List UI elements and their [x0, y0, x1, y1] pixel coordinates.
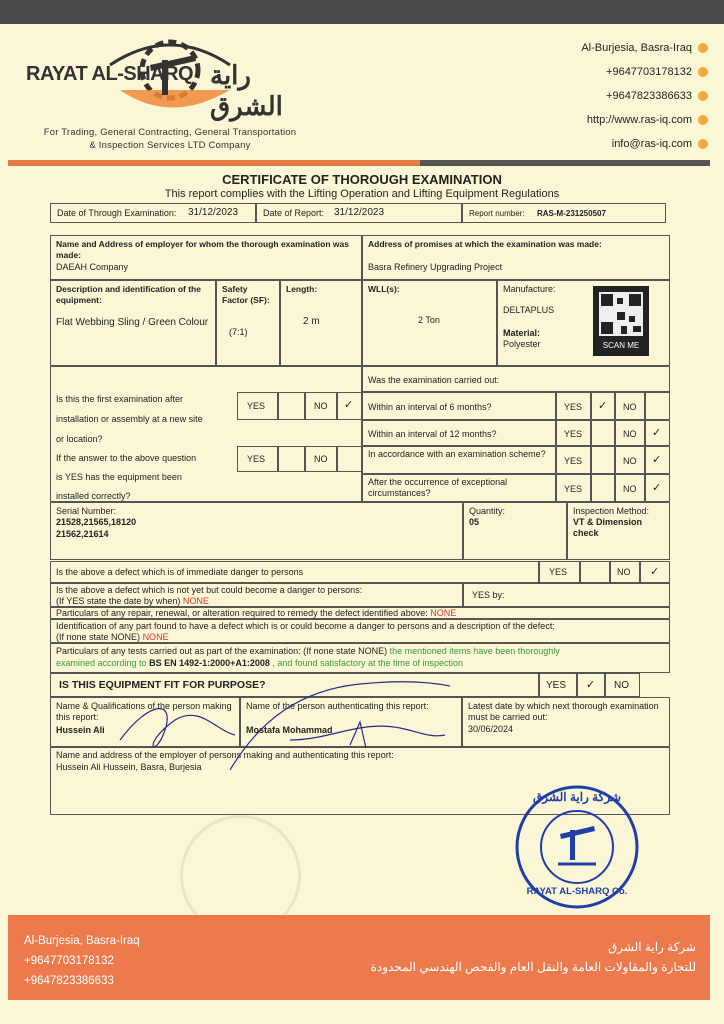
- length-value: 2 m: [303, 316, 320, 327]
- next-exam-label: Latest date by which next thorough examination must be carried out:: [468, 701, 659, 722]
- top-bar: [0, 0, 724, 24]
- first-exam-yes-box[interactable]: [237, 392, 278, 420]
- company-logo: [20, 30, 320, 155]
- stamp-text-en: RAYAT AL-SHARQ Co.: [526, 886, 628, 897]
- interval12-yes[interactable]: [556, 420, 591, 446]
- certificate-subtitle: This report complies with the Lifting Operation and Lifting Equipment Regulations: [164, 188, 560, 200]
- installed-no-box[interactable]: [305, 446, 337, 472]
- tests-line-2: [56, 658, 463, 669]
- fit-yes[interactable]: [539, 673, 577, 697]
- installed-yes-box[interactable]: [237, 446, 278, 472]
- immediate-yes-check[interactable]: [580, 561, 610, 583]
- first-exam-line-2: installation or assembly at a new site: [56, 414, 203, 424]
- serial-line-1: 21528,21565,18120: [56, 517, 137, 527]
- contact-address: [508, 36, 708, 60]
- exceptional-row: [362, 474, 556, 502]
- location-icon: [698, 43, 708, 53]
- email-link[interactable]: info@ras-iq.com: [611, 138, 692, 150]
- exam-date-value: 31/12/2023: [188, 207, 239, 218]
- first-exam-no-box[interactable]: [305, 392, 337, 420]
- stamp-text-ar: شركة راية الشرق: [532, 790, 622, 804]
- employer-value: DAEAH Company: [56, 262, 129, 272]
- future-danger-label: Is the above a defect which is not yet but could become a danger to persons:: [56, 585, 363, 595]
- no-label: NO: [623, 484, 637, 494]
- tests-standard: BS EN 1492-1:2000+A1:2008: [149, 658, 270, 668]
- qr-pattern: [593, 288, 649, 340]
- immediate-danger-row: [50, 561, 539, 583]
- manufacture-cell: [497, 280, 670, 366]
- immediate-danger-label: Is the above a defect which is of immediate danger to persons: [56, 567, 304, 577]
- scheme-yes[interactable]: [556, 446, 591, 474]
- report-date-label: Date of Report:: [263, 208, 325, 218]
- scheme-row: [362, 446, 556, 474]
- scheme-yes-check[interactable]: [591, 446, 615, 474]
- tests-result-2b: , and found satisfactory at the time of inspection: [272, 658, 464, 668]
- next-exam-value: 30/06/2024: [468, 724, 514, 734]
- employer-of-persons-label: Name and address of the employer of persons making and authenticating this report:: [56, 750, 394, 760]
- check-icon: ✓: [650, 566, 660, 578]
- none-value: NONE: [142, 632, 169, 642]
- no-label: NO: [314, 401, 328, 411]
- method-label: Inspection Method:: [573, 506, 650, 516]
- serial-line-2: 21562,21614: [56, 529, 109, 539]
- exceptional-no-check[interactable]: [645, 474, 670, 502]
- safety-factor-cell: [216, 280, 280, 366]
- future-danger-note-text: (If YES state the date by when): [56, 596, 181, 606]
- report-number-label: Report number:: [469, 209, 525, 218]
- exceptional-yes[interactable]: [556, 474, 591, 502]
- tests-row: [50, 643, 670, 673]
- footer-address: Al-Burjesia, Basra-Iraq: [24, 935, 140, 947]
- footer-arabic: [371, 937, 696, 977]
- wll-label: WLL(s):: [368, 284, 400, 294]
- fit-for-purpose-row: [50, 673, 539, 697]
- interval12-yes-check[interactable]: [591, 420, 615, 446]
- no-label: NO: [623, 402, 637, 412]
- employer-of-persons-value: Hussein Ali Hussein, Basra, Burjesia: [56, 762, 202, 772]
- installed-question: [56, 449, 196, 506]
- yes-by-label: YES by:: [472, 590, 505, 600]
- subtitle-line-2: & Inspection Services LTD Company: [89, 140, 251, 151]
- check-icon: ✓: [586, 679, 596, 691]
- immediate-yes[interactable]: [539, 561, 580, 583]
- equipment-desc-label: Description and identification of the equipment:: [56, 284, 201, 305]
- equipment-desc-cell: [50, 280, 216, 366]
- interval6-label: Within an interval of 6 months?: [368, 402, 492, 412]
- contact-block: [508, 36, 708, 156]
- yes-label: YES: [564, 484, 583, 494]
- future-danger-row: [50, 583, 463, 607]
- tests-line-1: [56, 646, 560, 657]
- premises-value: Basra Refinery Upgrading Project: [368, 262, 503, 272]
- serial-cell: [50, 502, 463, 560]
- fit-for-purpose-label: IS THIS EQUIPMENT FIT FOR PURPOSE?: [59, 679, 266, 691]
- length-label: Length:: [286, 284, 318, 294]
- quantity-cell: [463, 502, 567, 560]
- address-text: Al-Burjesia, Basra-Iraq: [581, 42, 692, 54]
- first-exam-yes-check[interactable]: [278, 392, 305, 420]
- check-icon: ✓: [598, 400, 608, 412]
- scheme-no-check[interactable]: [645, 446, 670, 474]
- scheme-no[interactable]: [615, 446, 645, 474]
- manufacture-label: Manufacture:: [503, 284, 556, 294]
- material-value: Polyester: [503, 339, 541, 349]
- no-label: NO: [623, 456, 637, 466]
- tests-result-2a: examined according to: [56, 658, 147, 668]
- part-defect-row: [50, 619, 670, 643]
- yes-by-cell: [463, 583, 670, 607]
- wll-value: 2 Ton: [418, 315, 440, 325]
- part-defect-note: [56, 632, 169, 643]
- contact-email[interactable]: [508, 132, 708, 156]
- footer-phone-1: +9647703178132: [24, 955, 114, 967]
- repair-row: [50, 607, 670, 619]
- footer-band: [8, 915, 710, 1000]
- quantity-label: Quantity:: [469, 506, 506, 516]
- equipment-desc-value: Flat Webbing Sling / Green Colour: [56, 317, 209, 328]
- interval6-no-check[interactable]: [645, 392, 670, 420]
- fit-yes-check[interactable]: [577, 673, 605, 697]
- installed-no-check[interactable]: [337, 446, 362, 472]
- exceptional-no[interactable]: [615, 474, 645, 502]
- logo-text-en: RAYAT AL-SHARQ: [26, 63, 194, 85]
- yes-label: YES: [564, 402, 583, 412]
- immediate-no-check[interactable]: [640, 561, 670, 583]
- material-label: Material:: [503, 328, 541, 338]
- installed-line-2: is YES has the equipment been: [56, 472, 182, 482]
- report-number-cell: [462, 203, 666, 223]
- report-maker-label: Name & Qualifications of the person making this report:: [56, 701, 232, 722]
- report-date-value: 31/12/2023: [334, 207, 385, 218]
- yes-label: YES: [247, 401, 266, 411]
- contact-phone-2: [508, 84, 708, 108]
- employer-cell: [50, 235, 362, 280]
- yes-label: YES: [247, 454, 266, 464]
- footer-contact: [24, 931, 140, 991]
- interval6-row: [362, 392, 556, 420]
- fit-no[interactable]: [605, 673, 640, 697]
- safety-factor-value: (7:1): [229, 327, 248, 337]
- exceptional-label: After the occurrence of exceptional circumstances?: [368, 477, 508, 498]
- qr-code-icon[interactable]: [593, 286, 649, 356]
- no-label: NO: [617, 567, 631, 577]
- exam-date-cell: [50, 203, 256, 223]
- carried-out-label: Was the examination carried out:: [368, 375, 500, 385]
- check-icon: ✓: [652, 454, 662, 466]
- mail-icon: [698, 139, 708, 149]
- company-subtitle: [20, 126, 320, 152]
- none-value: NONE: [430, 608, 457, 618]
- repair-label: Particulars of any repair, renewal, or alteration required to remedy the defect identified above:: [56, 608, 428, 618]
- contact-website[interactable]: [508, 108, 708, 132]
- phone-2-text: +9647823386633: [606, 90, 692, 102]
- interval12-row: [362, 420, 556, 446]
- part-defect-label: Identification of any part found to have a defect which is or could become a danger to persons and a description of the defect:: [56, 621, 555, 631]
- check-icon: ✓: [344, 399, 354, 411]
- first-exam-line-3: or location?: [56, 434, 103, 444]
- yes-label: YES: [546, 680, 567, 691]
- installed-line-1: If the answer to the above question: [56, 453, 197, 463]
- first-exam-line-1: Is this the first examination after: [56, 394, 184, 404]
- globe-icon: [698, 115, 708, 125]
- logo-text-ar: راية الشرق: [210, 60, 283, 121]
- yes-label: YES: [549, 567, 568, 577]
- exam-date-label: Date of Through Examination:: [57, 208, 177, 218]
- manufacture-value: DELTAPLUS: [503, 305, 555, 315]
- serial-label: Serial Number:: [56, 506, 117, 516]
- footer-ar-line-2: للتجارة والمقاولات العامة والنقل العام والفحص الهندسي المحدودة: [370, 960, 696, 974]
- phone-icon: [698, 67, 708, 77]
- carried-out-header: [362, 366, 670, 392]
- installed-yes-check[interactable]: [278, 446, 305, 472]
- none-value: NONE: [182, 596, 209, 606]
- authenticator-value: Mostafa Mohammad: [246, 725, 333, 735]
- yes-label: YES: [564, 429, 583, 439]
- footer-phone-2: +9647823386633: [24, 975, 114, 987]
- tests-label: Particulars of any tests carried out as part of the examination: (If none state NONE): [56, 646, 388, 656]
- scheme-label: In accordance with an examination scheme?: [368, 449, 546, 459]
- next-exam-cell: [462, 697, 670, 747]
- first-exam-block: [50, 366, 362, 502]
- wll-cell: [362, 280, 497, 366]
- report-date-cell: [256, 203, 462, 223]
- premises-label: Address of promises at which the examination was made:: [368, 239, 602, 249]
- method-cell: [567, 502, 670, 560]
- header-rule-dark: [420, 160, 710, 166]
- interval6-no[interactable]: [615, 392, 645, 420]
- report-number-value: RAS-M-231250507: [537, 209, 606, 218]
- authenticator-cell: [240, 697, 462, 747]
- immediate-no[interactable]: [610, 561, 640, 583]
- no-label: NO: [314, 454, 328, 464]
- part-defect-note-text: (If none state NONE): [56, 632, 141, 642]
- interval6-yes[interactable]: [556, 392, 591, 420]
- premises-cell: [362, 235, 670, 280]
- first-exam-no-check[interactable]: [337, 392, 362, 420]
- interval12-label: Within an interval of 12 months?: [368, 429, 497, 439]
- exceptional-yes-check[interactable]: [591, 474, 615, 502]
- method-value: VT & Dimension check: [573, 517, 643, 538]
- future-danger-note: [56, 596, 209, 607]
- interval6-yes-check[interactable]: [591, 392, 615, 420]
- length-cell: [280, 280, 362, 366]
- contact-phone-1: [508, 60, 708, 84]
- scan-me-label: SCAN ME: [602, 341, 640, 350]
- yes-label: YES: [564, 456, 583, 466]
- authenticator-label: Name of the person authenticating this report:: [246, 701, 429, 711]
- report-maker-value: Hussein Ali: [56, 725, 105, 735]
- phone-icon: [698, 91, 708, 101]
- interval12-no[interactable]: [615, 420, 645, 446]
- installed-line-3: installed correctly?: [56, 491, 131, 501]
- employer-label: Name and Address of employer for whom the thorough examination was made:: [56, 239, 349, 260]
- no-label: NO: [614, 680, 629, 691]
- report-maker-cell: [50, 697, 240, 747]
- tests-result-1: the mentioned items have been thoroughly: [389, 646, 560, 656]
- first-exam-question: [56, 389, 203, 449]
- subtitle-line-1: For Trading, General Contracting, General Transportation: [43, 127, 297, 138]
- footer-ar-line-1: شركة راية الشرق: [607, 940, 696, 954]
- no-label: NO: [623, 429, 637, 439]
- quantity-value: 05: [469, 517, 480, 527]
- check-icon: ✓: [652, 427, 662, 439]
- website-link[interactable]: http://www.ras-iq.com: [586, 114, 692, 126]
- repair-text: [56, 608, 456, 619]
- certificate-title: CERTIFICATE OF THOROUGH EXAMINATION: [222, 172, 502, 187]
- interval12-no-check[interactable]: [645, 420, 670, 446]
- safety-factor-label: Safety Factor (SF):: [222, 284, 270, 305]
- check-icon: ✓: [652, 482, 662, 494]
- company-stamp: [512, 782, 642, 912]
- phone-1-text: +9647703178132: [606, 66, 692, 78]
